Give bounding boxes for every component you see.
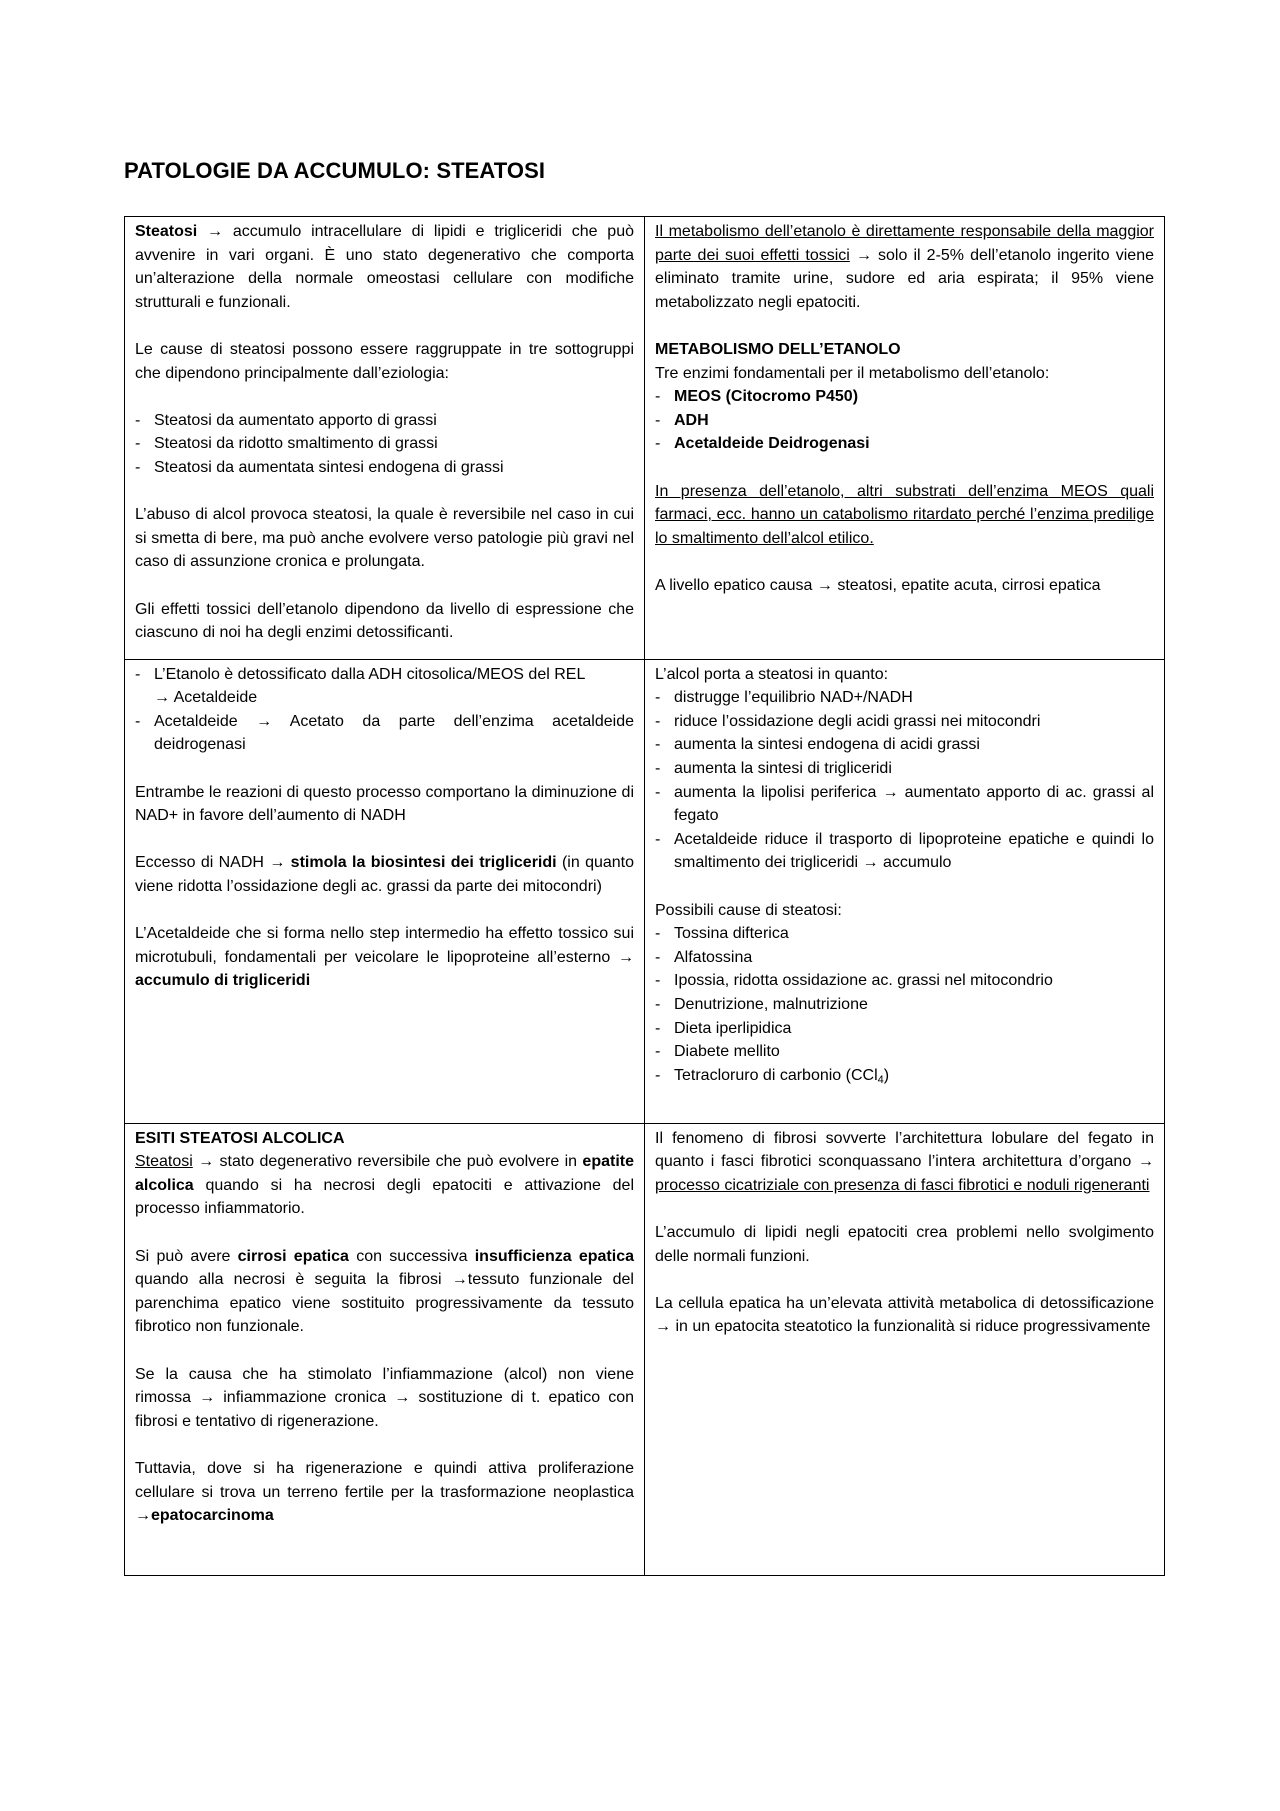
arrow-icon: →	[394, 1389, 411, 1407]
paragraph: Steatosi → accumulo intracellulare di lipidi e trigliceridi che può avvenire in vari organi. È uno stato degenerativo che comporta un’alterazione della normale omeostasi cellulare con modifiche strutturali e funzionali.	[135, 223, 634, 311]
list-item: - aumenta la sintesi di trigliceridi	[655, 757, 1154, 781]
paragraph: Se la causa che ha stimolato l’infiammazione (alcol) non viene rimossa → infiammazione cronica → sostituzione di t. epatico con fibrosi e tentativo di rigenerazione.	[135, 1365, 634, 1430]
cell-alcoholic-steatosis-outcomes	[125, 1123, 645, 1575]
table-row	[125, 1123, 1165, 1575]
list-item: - MEOS (Citocromo P450)	[655, 385, 1154, 409]
paragraph: Gli effetti tossici dell’etanolo dipendono da livello di espressione che ciascuno di noi ha degli enzimi detossificanti.	[135, 600, 634, 642]
section-heading: METABOLISMO DELL’ETANOLO	[655, 340, 901, 358]
list-item: - distrugge l’equilibrio NAD+/NADH	[655, 686, 1154, 710]
arrow-icon: →	[256, 712, 273, 730]
arrow-icon: →	[862, 854, 879, 872]
paragraph: L’alcol porta a steatosi in quanto:	[655, 665, 889, 683]
arrow-icon: →	[618, 948, 634, 966]
cell-fibrosis	[645, 1123, 1165, 1575]
paragraph: Il metabolismo dell’etanolo è direttamente responsabile della maggior parte dei suoi effetti tossici → solo il 2-5% dell’etanolo ingerito viene eliminato tramite urine, sudore ed aria espirata; il 95% viene metabolizzato negli epatociti.	[655, 223, 1154, 311]
reactions-list	[135, 663, 634, 757]
arrow-icon: →	[816, 576, 833, 594]
page-title: PATOLOGIE DA ACCUMULO: STEATOSI	[124, 158, 546, 183]
paragraph: Le cause di steatosi possono essere raggruppate in tre sottogruppi che dipendono principalmente dall’eziologia:	[135, 340, 634, 382]
list-item: - Tossina difterica	[655, 922, 1154, 946]
arrow-icon: →	[855, 246, 872, 264]
cell-steatosis-definition	[125, 217, 645, 660]
paragraph: L’accumulo di lipidi negli epatociti crea problemi nello svolgimento delle normali funzioni.	[655, 1224, 1154, 1265]
list-item: - Steatosi da aumentata sintesi endogena di grassi	[135, 456, 634, 480]
list-item: - riduce l’ossidazione degli acidi grassi nei mitocondri	[655, 710, 1154, 734]
paragraph: Possibili cause di steatosi:	[655, 901, 842, 919]
enzymes-list	[655, 385, 1154, 456]
arrow-icon: →	[135, 1507, 151, 1525]
cell-alcohol-steatosis	[645, 659, 1165, 1123]
list-item: - Steatosi da ridotto smaltimento di grassi	[135, 432, 634, 456]
list-item: - Denutrizione, malnutrizione	[655, 993, 1154, 1017]
paragraph: A livello epatico causa → steatosi, epatite acuta, cirrosi epatica	[655, 576, 1101, 594]
paragraph: L’abuso di alcol provoca steatosi, la quale è reversibile nel caso in cui si smetta di bere, ma può anche evolvere verso patologie più gravi nel caso di assunzione cronica e prolungata.	[135, 506, 634, 571]
list-item: - aumenta la sintesi endogena di acidi grassi	[655, 733, 1154, 757]
list-item: - Tetracloruro di carbonio (CCl$_4$)	[655, 1064, 1154, 1088]
list-item: - Alfatossina	[655, 946, 1154, 970]
paragraph: Si può avere cirrosi epatica con successiva insufficienza epatica quando alla necrosi è seguita la fibrosi →tessuto funzionale del parenchima epatico viene sostituito progressivamente da tessuto fibrotico non funzionale.	[135, 1247, 635, 1336]
paragraph: Steatosi → stato degenerativo reversibile che può evolvere in epatite alcolica quando si ha necrosi degli epatociti e attivazione del processo infiammatorio.	[135, 1153, 634, 1218]
arrow-icon: →	[198, 1153, 215, 1171]
list-item: - Dieta iperlipidica	[655, 1017, 1154, 1041]
arrow-icon: →	[199, 1389, 216, 1407]
effects-list	[655, 686, 1154, 875]
list-item: - L’Etanolo è detossificato dalla ADH citosolica/MEOS del REL → Acetaldeide	[135, 663, 634, 710]
paragraph: La cellula epatica ha un’elevata attività metabolica di detossificazione → in un epatocita steatotico la funzionalità si riduce progressivamente	[655, 1294, 1154, 1336]
list-item: - Acetaldeide riduce il trasporto di lipoproteine epatiche e quindi lo smaltimento dei trigliceridi → accumulo	[655, 828, 1154, 875]
possible-causes-list	[655, 922, 1154, 1087]
arrow-icon: →	[655, 1318, 671, 1336]
table-row	[125, 659, 1165, 1123]
cell-detox-reactions	[125, 659, 645, 1123]
list-item: - Ipossia, ridotta ossidazione ac. grassi nel mitocondrio	[655, 969, 1154, 993]
list-item: - Diabete mellito	[655, 1040, 1154, 1064]
paragraph: Eccesso di NADH → stimola la biosintesi dei trigliceridi (in quanto viene ridotta l’ossidazione degli ac. grassi da parte dei mitocondri)	[135, 854, 635, 896]
paragraph: Entrambe le reazioni di questo processo comportano la diminuzione di NAD+ in favore dell’aumento di NADH	[135, 783, 634, 825]
causes-list	[135, 409, 634, 480]
section-heading: ESITI STEATOSI ALCOLICA	[135, 1129, 345, 1147]
paragraph: L’Acetaldeide che si forma nello step intermedio ha effetto tossico sui microtubuli, fondamentali per veicolare le lipoproteine all’esterno → accumulo di trigliceridi	[135, 925, 634, 990]
arrow-icon: →	[269, 854, 286, 872]
list-item: - Acetaldeide → Acetato da parte dell’enzima acetaldeide deidrogenasi	[135, 710, 634, 757]
arrow-icon: →	[451, 1271, 468, 1289]
paragraph: Il fenomeno di fibrosi sovverte l’architettura lobulare del fegato in quanto i fasci fibrotici sconquassano l’intera architettura d’organo → processo cicatriziale con presenza di fasci fibrotici e noduli rigeneranti	[655, 1129, 1154, 1194]
arrow-icon: →	[1138, 1153, 1154, 1171]
list-item: - ADH	[655, 409, 1154, 433]
arrow-icon: →	[207, 223, 224, 240]
list-item: - Steatosi da aumentato apporto di grassi	[135, 409, 634, 433]
arrow-icon: →	[154, 689, 170, 707]
notes-table	[124, 216, 1165, 1576]
paragraph: Tuttavia, dove si ha rigenerazione e quindi attiva proliferazione cellulare si trova un terreno fertile per la trasformazione neoplastica →epatocarcinoma	[135, 1460, 634, 1525]
paragraph: Tre enzimi fondamentali per il metabolismo dell’etanolo:	[655, 364, 1050, 382]
cell-ethanol-metabolism	[645, 217, 1165, 660]
paragraph: In presenza dell’etanolo, altri substrati dell’enzima MEOS quali farmaci, ecc. hanno un catabolismo ritardato perché l’enzima predilige lo smaltimento dell’alcol etilico.	[655, 482, 1154, 547]
list-item: - Acetaldeide Deidrogenasi	[655, 432, 1154, 456]
arrow-icon: →	[882, 783, 899, 801]
list-item: - aumenta la lipolisi periferica → aumentato apporto di ac. grassi al fegato	[655, 781, 1154, 828]
table-row	[125, 217, 1165, 660]
